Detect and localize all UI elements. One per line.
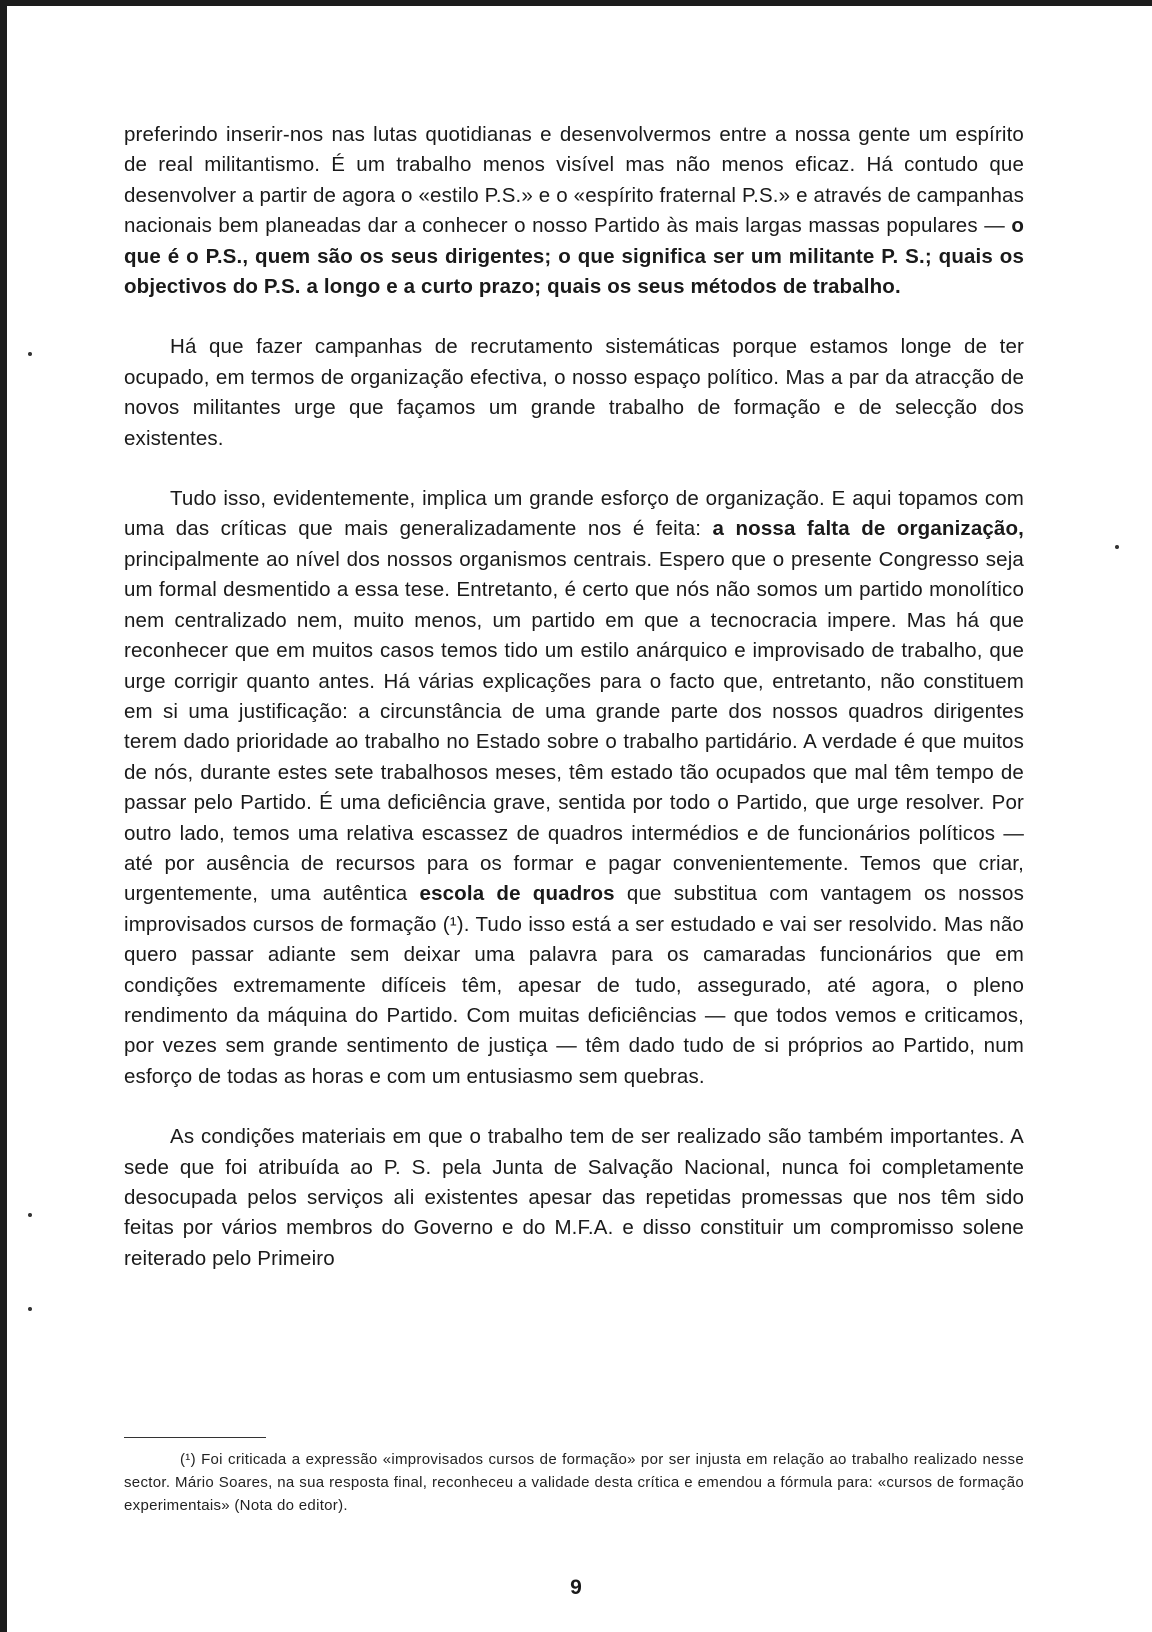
body-text xyxy=(124,120,1024,1304)
bold-text-run: escola de quadros xyxy=(419,882,615,906)
page-top-edge xyxy=(0,0,1152,6)
paragraph xyxy=(124,332,1024,454)
footnote xyxy=(124,1448,1024,1517)
paragraph xyxy=(124,1122,1024,1274)
bold-text-run: o que é o P.S., quem são os seus dirigentes; o que significa ser um militante P. S.; quais os objectivos do P.S. a longo e a curto prazo; quais os seus métodos de trabalho. xyxy=(124,214,1024,299)
text-run: Há que fazer campanhas de recrutamento sistemáticas porque estamos longe de ter ocupado, em termos de organização efectiva, o nosso espaço político. Mas a par da atracção de novos militantes urge que façamos um grande trabalho de formação e de selecção dos existentes. xyxy=(124,335,1024,450)
scan-speck xyxy=(1115,545,1119,549)
text-run: Tudo isso, evidentemente, implica um grande esforço de organização. E aqui topamos com uma das críticas que mais generalizadamente nos é feita: xyxy=(124,487,1024,541)
scan-speck xyxy=(28,1307,32,1311)
page-number: 9 xyxy=(570,1576,582,1599)
text-run: preferindo inserir-nos nas lutas quotidianas e desenvolvermos entre a nossa gente um espírito de real militantismo. É um trabalho menos visível mas não menos eficaz. Há contudo que desenvolver a partir de agora o «estilo P.S.» e o «espírito fraternal P.S.» e através de campanhas nacionais bem planeadas dar a conhecer o nosso Partido às mais largas massas populares — xyxy=(124,123,1024,238)
text-run: As condições materiais em que o trabalho tem de ser realizado são também importantes. A sede que foi atribuída ao P. S. pela Junta de Salvação Nacional, nunca foi completamente desocupada pelos serviços ali existentes apesar das repetidas promessas que nos têm sido feitas por vários membros do Governo e do M.F.A. e disso constituir um compromisso solene reiterado pelo Primeiro xyxy=(124,1125,1024,1270)
bold-text-run: a nossa falta de organização, xyxy=(712,517,1024,541)
text-run: que substitua com vantagem os nossos improvisados cursos de formação (¹). Tudo isso está a ser estudado e vai ser resolvido. Mas não quero passar adiante sem deixar uma palavra para os camaradas funcionários que em condições extremamente difíceis têm, apesar de tudo, assegurado, até agora, o pleno rendimento da máquina do Partido. Com muitas deficiências — que todos vemos e criticamos, por vezes sem grande sentimento de justiça — têm dado tudo de si próprios ao Partido, num esforço de todas as horas e com um entusiasmo sem quebras. xyxy=(124,882,1024,1088)
paragraph xyxy=(124,120,1024,302)
footnote-text: (¹) Foi criticada a expressão «improvisados cursos de formação» por ser injusta em relação ao trabalho realizado nesse sector. Mário Soares, na sua resposta final, reconheceu a validade desta crítica e emendou a fórmula para: «cursos de formação experimentais» (Nota do editor). xyxy=(124,1451,1024,1514)
footnote-separator xyxy=(124,1437,266,1438)
paragraph xyxy=(124,484,1024,1092)
scan-speck xyxy=(28,1213,32,1217)
text-run: principalmente ao nível dos nossos organismos centrais. Espero que o presente Congresso seja um formal desmentido a essa tese. Entretanto, é certo que nós não somos um partido monolítico nem centralizado nem, muito menos, um partido em que a tecnocracia impere. Mas há que reconhecer que em muitos casos temos tido um estilo anárquico e improvisado de trabalho, que urge corrigir quanto antes. Há várias explicações para o facto que, entretanto, não constituem em si uma justificação: a circunstância de uma grande parte dos nossos quadros dirigentes terem dado prioridade ao trabalho no Estado sobre o trabalho partidário. A verdade é que muitos de nós, durante estes sete trabalhosos meses, têm estado tão ocupados que mal têm tempo de passar pelo Partido. É uma deficiência grave, sentida por todo o Partido, que urge resolver. Por outro lado, temos uma relativa escassez de quadros intermédios e de funcionários políticos — até por ausência de recursos para os formar e pagar convenientemente. Temos que criar, urgentemente, uma autêntica xyxy=(124,547,1024,906)
scan-speck xyxy=(28,352,32,356)
page-left-edge xyxy=(0,0,7,1632)
